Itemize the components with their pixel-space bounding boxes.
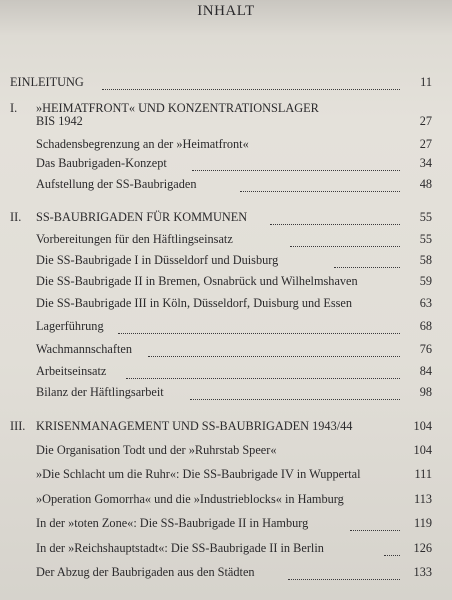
toc-page-number: 76 bbox=[419, 342, 432, 356]
toc-section bbox=[0, 274, 452, 294]
toc-page-number: 59 bbox=[419, 274, 432, 288]
toc-section bbox=[0, 541, 452, 561]
leader-dots bbox=[288, 563, 400, 580]
chapter-title: SS-BAUBRIGADEN FÜR KOMMUNEN bbox=[36, 210, 248, 224]
toc-section bbox=[0, 364, 452, 384]
chapter-title-line1: »HEIMATFRONT« UND KONZENTRATIONSLAGER bbox=[36, 101, 319, 115]
leader-dots bbox=[192, 154, 400, 171]
toc-page-number: 133 bbox=[413, 565, 432, 579]
toc-entry-einleitung bbox=[0, 75, 452, 95]
leader-dots bbox=[148, 340, 400, 357]
toc-section-label: Die SS-Baubrigade I in Düsseldorf und Duisburg bbox=[36, 253, 279, 267]
toc-section-label: Die SS-Baubrigade III in Köln, Düsseldorf, Duisburg und Essen bbox=[36, 296, 353, 310]
toc-section-label: Arbeitseinsatz bbox=[36, 364, 107, 378]
leader-dots bbox=[290, 230, 400, 247]
toc-page-number: 98 bbox=[419, 385, 432, 399]
toc-page-number: 104 bbox=[413, 419, 432, 433]
toc-entry-label: EINLEITUNG bbox=[10, 75, 84, 89]
leader-dots bbox=[334, 251, 400, 268]
toc-page-number: 63 bbox=[419, 296, 432, 310]
toc-page-number: 27 bbox=[419, 114, 432, 128]
toc-page-number: 11 bbox=[420, 75, 432, 89]
chapter-number: I. bbox=[10, 101, 18, 115]
toc-page-number: 119 bbox=[414, 516, 432, 530]
toc-section-label: Das Baubrigaden-Konzept bbox=[36, 156, 167, 170]
toc-section bbox=[0, 516, 452, 536]
toc-page-number: 113 bbox=[414, 492, 432, 506]
toc-section bbox=[0, 156, 452, 176]
toc-page-number: 58 bbox=[419, 253, 432, 267]
page-title: INHALT bbox=[197, 3, 255, 19]
toc-page-number: 126 bbox=[413, 541, 432, 555]
toc-page-number: 55 bbox=[419, 232, 432, 246]
chapter-title: KRISENMANAGEMENT UND SS-BAUBRIGADEN 1943/44 bbox=[36, 419, 353, 433]
leader-dots bbox=[126, 362, 400, 379]
toc-section bbox=[0, 253, 452, 273]
toc-page-number: 68 bbox=[419, 319, 432, 333]
toc-section bbox=[0, 177, 452, 197]
toc-section bbox=[0, 492, 452, 512]
leader-dots bbox=[240, 175, 400, 192]
toc-section bbox=[0, 342, 452, 362]
toc-chapter-2 bbox=[0, 210, 452, 230]
toc-page-number: 55 bbox=[419, 210, 432, 224]
toc-chapter-1 bbox=[0, 101, 452, 133]
toc-section bbox=[0, 565, 452, 585]
toc-section bbox=[0, 443, 452, 463]
toc-page-number: 34 bbox=[419, 156, 432, 170]
toc-page-number: 111 bbox=[414, 467, 432, 481]
leader-dots bbox=[118, 317, 400, 334]
toc-section bbox=[0, 319, 452, 339]
leader-dots bbox=[190, 383, 400, 400]
toc-section-label: Lagerführung bbox=[36, 319, 104, 333]
leader-dots bbox=[270, 208, 400, 225]
toc-section bbox=[0, 296, 452, 316]
toc-section-label: Wachmannschaften bbox=[36, 342, 132, 356]
leader-dots bbox=[350, 514, 400, 531]
toc-page-number: 104 bbox=[413, 443, 432, 457]
leader-dots bbox=[384, 539, 400, 556]
toc-section-label: Die Organisation Todt und der »Ruhrstab Speer« bbox=[36, 443, 277, 457]
toc-section-label: »Die Schlacht um die Ruhr«: Die SS-Baubrigade IV in Wuppertal bbox=[36, 467, 361, 481]
chapter-number: III. bbox=[10, 419, 26, 433]
toc-page-number: 48 bbox=[419, 177, 432, 191]
show-through-text bbox=[36, 14, 336, 54]
toc-section-label: In der »Reichshauptstadt«: Die SS-Baubrigade II in Berlin bbox=[36, 541, 324, 555]
chapter-title-line2: BIS 1942 bbox=[36, 114, 83, 128]
toc-section-label: In der »toten Zone«: Die SS-Baubrigade II in Hamburg bbox=[36, 516, 309, 530]
toc-section-label: Die SS-Baubrigade II in Bremen, Osnabrück und Wilhelmshaven bbox=[36, 274, 358, 288]
toc-page-number: 27 bbox=[419, 137, 432, 151]
toc-section-label: Aufstellung der SS-Baubrigaden bbox=[36, 177, 197, 191]
toc-section-label: »Operation Gomorrha« und die »Industrieblocks« in Hamburg bbox=[36, 492, 344, 506]
toc-section-label: Schadensbegrenzung an der »Heimatfront« bbox=[36, 137, 249, 151]
toc-section bbox=[0, 467, 452, 487]
toc-chapter-3 bbox=[0, 419, 452, 439]
toc-section-label: Bilanz der Häftlingsarbeit bbox=[36, 385, 164, 399]
toc-section bbox=[0, 232, 452, 252]
leader-dots bbox=[102, 73, 400, 90]
toc-section-label: Vorbereitungen für den Häftlingseinsatz bbox=[36, 232, 233, 246]
toc-section bbox=[0, 385, 452, 405]
toc-page-number: 84 bbox=[419, 364, 432, 378]
toc-section-label: Der Abzug der Baubrigaden aus den Städten bbox=[36, 565, 255, 579]
chapter-number: II. bbox=[10, 210, 22, 224]
